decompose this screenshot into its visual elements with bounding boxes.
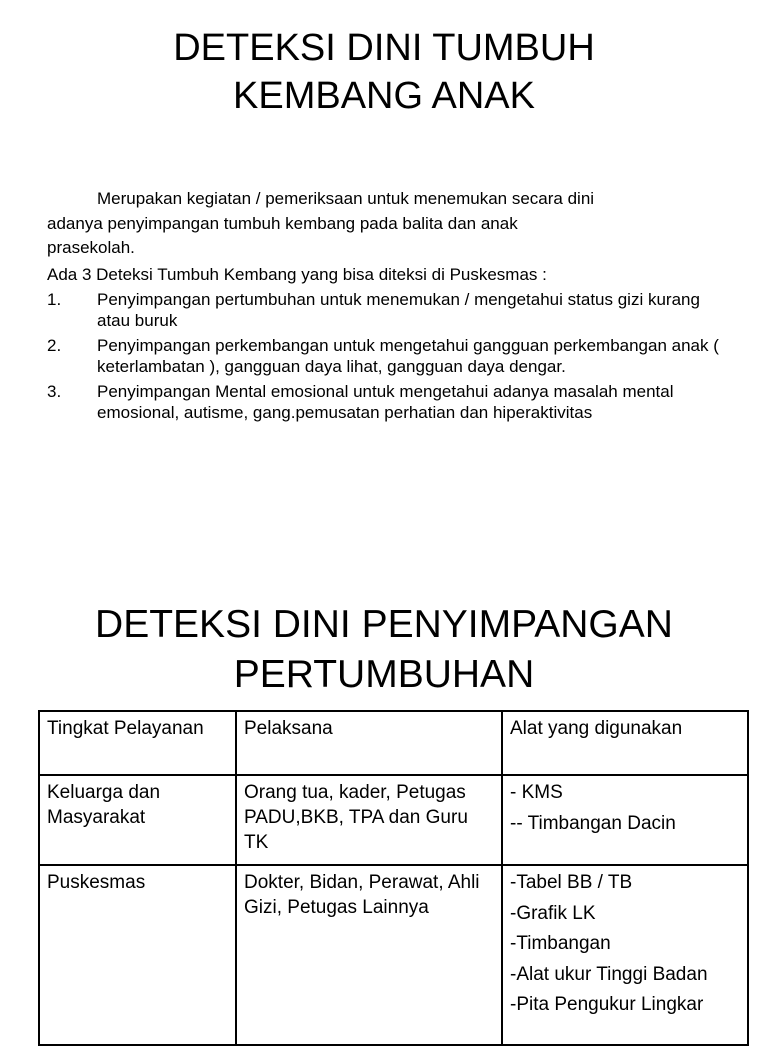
page-title-line-1: DETEKSI DINI TUMBUH: [173, 27, 595, 69]
table-cell-executor: Orang tua, kader, Petugas PADU,BKB, TPA dan Guru TK: [236, 775, 502, 865]
intro-line: adanya penyimpangan tumbuh kembang pada balita dan anak: [47, 213, 518, 233]
list-item: [47, 289, 737, 331]
table-header: Alat yang digunakan: [502, 711, 748, 775]
section-title-line-2: PERTUMBUHAN: [233, 653, 535, 696]
intro-paragraph: [47, 187, 737, 261]
intro-line: prasekolah.: [47, 238, 135, 257]
page-title-line-2: KEMBANG ANAK: [233, 75, 535, 117]
intro-line: Merupakan kegiatan / pemeriksaan untuk menemukan secara dini: [97, 189, 595, 208]
tool-item: -Alat ukur Tinggi Badan: [510, 963, 708, 985]
section-title: [0, 600, 768, 700]
detection-list: [47, 289, 737, 423]
table-cell-executor: Dokter, Bidan, Perawat, Ahli Gizi, Petugas Lainnya: [236, 865, 502, 1045]
list-item-number: 1.: [47, 290, 62, 309]
table-header: Tingkat Pelayanan: [39, 711, 236, 775]
tool-item: -Pita Pengukur Lingkar: [510, 994, 704, 1015]
list-item-text: Penyimpangan pertumbuhan untuk menemukan / mengetahui status gizi kurang atau buruk: [97, 290, 700, 330]
section-title-line-1: DETEKSI DINI PENYIMPANGAN: [95, 603, 673, 646]
detection-table: [38, 710, 749, 1046]
list-intro: Ada 3 Deteksi Tumbuh Kembang yang bisa diteksi di Puskesmas :: [47, 265, 547, 284]
tool-item: -- Timbangan Dacin: [510, 812, 676, 834]
list-item-number: 2.: [47, 336, 62, 355]
list-item: [47, 381, 737, 423]
tool-item: -Tabel BB / TB: [510, 872, 633, 893]
table-cell-level: Puskesmas: [39, 865, 236, 1045]
tool-item: - KMS: [510, 782, 563, 803]
table-cell-tools: [502, 865, 748, 1045]
list-item: [47, 335, 737, 377]
table-header: Pelaksana: [236, 711, 502, 775]
tool-item: -Timbangan: [510, 933, 611, 954]
table-row: [39, 865, 748, 1045]
table-cell-tools: [502, 775, 748, 865]
table-cell-level: Keluarga dan Masyarakat: [39, 775, 236, 865]
table-row: [39, 775, 748, 865]
tool-item: -Grafik LK: [510, 902, 596, 924]
table-header-row: [39, 711, 748, 775]
list-item-number: 3.: [47, 382, 62, 401]
list-item-text: Penyimpangan perkembangan untuk mengetahui gangguan perkembangan anak ( keterlambatan ), gangguan daya lihat, gangguan daya dengar.: [97, 336, 719, 376]
list-item-text: Penyimpangan Mental emosional untuk mengetahui adanya masalah mental emosional, autisme, gang.pemusatan perhatian dan hiperaktivitas: [97, 382, 674, 422]
page-title: [0, 24, 768, 120]
